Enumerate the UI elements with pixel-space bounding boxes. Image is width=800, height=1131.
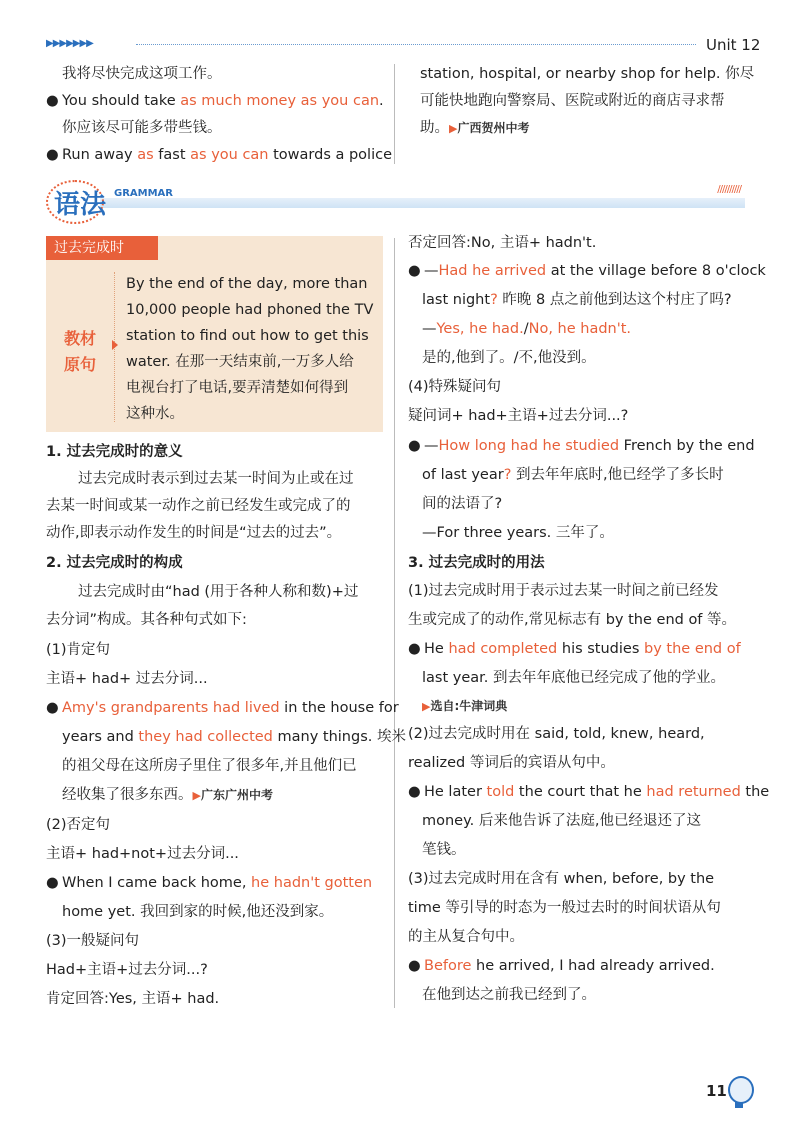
bullet-icon: ● bbox=[46, 875, 59, 891]
text-line: 去分词”构成。其各种句式如下: bbox=[46, 612, 247, 628]
text-line: 笔钱。 bbox=[422, 842, 466, 858]
text-line: 助。▶广西贺州中考 bbox=[420, 120, 530, 136]
unit-label: Unit 12 bbox=[706, 36, 761, 54]
balloon-icon bbox=[728, 1076, 754, 1104]
text-line: —Yes, he had./No, he hadn't. bbox=[422, 321, 632, 337]
source-marker-icon: ▶ bbox=[422, 700, 431, 713]
example-item: ● —How long had he studied French by the end bbox=[408, 438, 755, 454]
bullet-icon: ● bbox=[408, 784, 421, 800]
page-number: 11 bbox=[706, 1082, 727, 1100]
bullet-icon: ● bbox=[408, 958, 421, 974]
section-banner bbox=[40, 178, 745, 224]
text-line: (1)过去完成时用于表示过去某一时间之前已经发 bbox=[408, 583, 719, 599]
box-line: water. 在那一天结束前,一万多人给 bbox=[126, 354, 354, 370]
text-line: 过去完成时表示到过去某一时间为止或在过 bbox=[78, 471, 354, 487]
bullet-icon: ● bbox=[46, 700, 59, 716]
source-tag: 广西贺州中考 bbox=[457, 121, 530, 135]
box-line: 电视台打了电话,要弄清楚如何得到 bbox=[126, 380, 349, 396]
header-dotted-line bbox=[136, 44, 696, 45]
text-line: last year. 到去年年底他已经完成了他的学业。 bbox=[422, 670, 725, 686]
source-marker-icon: ▶ bbox=[192, 789, 201, 802]
example-item: ● Run away as fast as you can towards a police bbox=[46, 147, 393, 163]
text-line: —For three years. 三年了。 bbox=[422, 525, 614, 541]
text-line: 动作,即表示动作发生的时间是“过去的过去”。 bbox=[46, 525, 342, 541]
subheading: (4)特殊疑问句 bbox=[408, 379, 502, 395]
heading: 1. 过去完成时的意义 bbox=[46, 444, 183, 460]
formula: 主语+ had+ 过去分词... bbox=[46, 671, 208, 687]
box-line: station to find out how to get this bbox=[126, 328, 369, 344]
bullet-icon: ● bbox=[408, 641, 421, 657]
example-item: ● He later told the court that he had returned the bbox=[408, 784, 770, 800]
heading: 2. 过去完成时的构成 bbox=[46, 555, 183, 571]
text-line: 经收集了很多东西。▶广东广州中考 bbox=[62, 787, 273, 803]
source-tag: 广东广州中考 bbox=[200, 788, 273, 802]
bullet-icon: ● bbox=[46, 93, 59, 109]
text-line: 间的法语了? bbox=[422, 496, 503, 512]
text-line: time 等引导的时态为一般过去时的时间状语从句 bbox=[408, 900, 721, 916]
balloon-basket bbox=[735, 1102, 743, 1108]
text-line: last night? 昨晚 8 点之前他到达这个村庄了吗? bbox=[422, 292, 732, 308]
bullet-icon: ● bbox=[46, 147, 59, 163]
text-line: 的祖父母在这所房子里住了很多年,并且他们已 bbox=[62, 758, 357, 774]
subheading: (2)否定句 bbox=[46, 817, 111, 833]
text-line: (3)过去完成时用在含有 when, before, by the bbox=[408, 871, 715, 887]
text-line: 我将尽快完成这项工作。 bbox=[62, 66, 222, 82]
textbook-label: 教材 原句 bbox=[63, 329, 96, 374]
subheading: (3)一般疑问句 bbox=[46, 933, 140, 949]
text-line: 可能快地跑向警察局、医院或附近的商店寻求帮 bbox=[420, 93, 725, 109]
formula: 疑问词+ had+主语+过去分词...? bbox=[408, 408, 629, 424]
formula: 肯定回答:Yes, 主语+ had. bbox=[46, 991, 220, 1007]
banner-slash-deco: ////////// bbox=[717, 184, 741, 195]
formula: 否定回答:No, 主语+ hadn't. bbox=[408, 235, 597, 251]
example-item: ● —Had he arrived at the village before 8 o'clock bbox=[408, 263, 766, 279]
subheading: (1)肯定句 bbox=[46, 642, 111, 658]
source-tag: 选自:牛津词典 bbox=[430, 699, 508, 713]
text-line: 在他到达之前我已经到了。 bbox=[422, 987, 596, 1003]
text-line: realized 等词后的宾语从句中。 bbox=[408, 755, 615, 771]
banner-band bbox=[100, 198, 745, 208]
text-line: 去某一时间或某一动作之前已经发生或完成了的 bbox=[46, 498, 351, 514]
text-line: money. 后来他告诉了法庭,他已经退还了这 bbox=[422, 813, 701, 829]
formula: Had+主语+过去分词...? bbox=[46, 962, 208, 978]
section-title-en: GRAMMAR bbox=[114, 188, 173, 199]
header-rule bbox=[46, 38, 701, 52]
textbook-tab: 过去完成时 bbox=[46, 236, 158, 260]
textbook-box bbox=[46, 236, 383, 432]
column-divider bbox=[394, 238, 395, 1008]
text-line: (2)过去完成时用在 said, told, knew, heard, bbox=[408, 726, 705, 742]
box-line: 10,000 people had phoned the TV bbox=[126, 302, 374, 318]
text-line: of last year? 到去年年底时,他已经学了多长时 bbox=[422, 467, 724, 483]
source-marker-icon: ▶ bbox=[449, 122, 458, 135]
section-title-cn: 语法 bbox=[54, 190, 107, 220]
triangle-icon bbox=[112, 340, 118, 350]
example-item: ● You should take as much money as you can. bbox=[46, 93, 384, 109]
text-line: 你应该尽可能多带些钱。 bbox=[62, 120, 222, 136]
example-item: ● Before he arrived, I had already arrived. bbox=[408, 958, 715, 974]
text-line: home yet. 我回到家的时候,他还没到家。 bbox=[62, 904, 334, 920]
box-line: 这种水。 bbox=[126, 406, 184, 422]
formula: 主语+ had+not+过去分词... bbox=[46, 846, 239, 862]
source-line bbox=[422, 696, 507, 717]
example-item: ● He had completed his studies by the end of bbox=[408, 641, 741, 657]
page-number-badge bbox=[706, 1076, 756, 1110]
text-line: 过去完成时由“had (用于各种人称和数)+过 bbox=[78, 584, 359, 600]
heading: 3. 过去完成时的用法 bbox=[408, 555, 545, 571]
box-line: By the end of the day, more than bbox=[126, 276, 368, 292]
example-item: ● When I came back home, he hadn't gotten bbox=[46, 875, 373, 891]
example-item: ● Amy's grandparents had lived in the house for bbox=[46, 700, 399, 716]
column-divider bbox=[394, 64, 395, 164]
text-line: 生或完成了的动作,常见标志有 by the end of 等。 bbox=[408, 612, 737, 628]
arrow-deco-icon: ▶▶▶▶▶▶▶ bbox=[46, 38, 93, 49]
text-line: years and they had collected many things. 埃米 bbox=[62, 729, 406, 745]
text-line: station, hospital, or nearby shop for help. 你尽 bbox=[420, 66, 755, 82]
text-line: 是的,他到了。/不,他没到。 bbox=[422, 350, 596, 366]
text-line: 的主从复合句中。 bbox=[408, 929, 524, 945]
bullet-icon: ● bbox=[408, 438, 421, 454]
bullet-icon: ● bbox=[408, 263, 421, 279]
